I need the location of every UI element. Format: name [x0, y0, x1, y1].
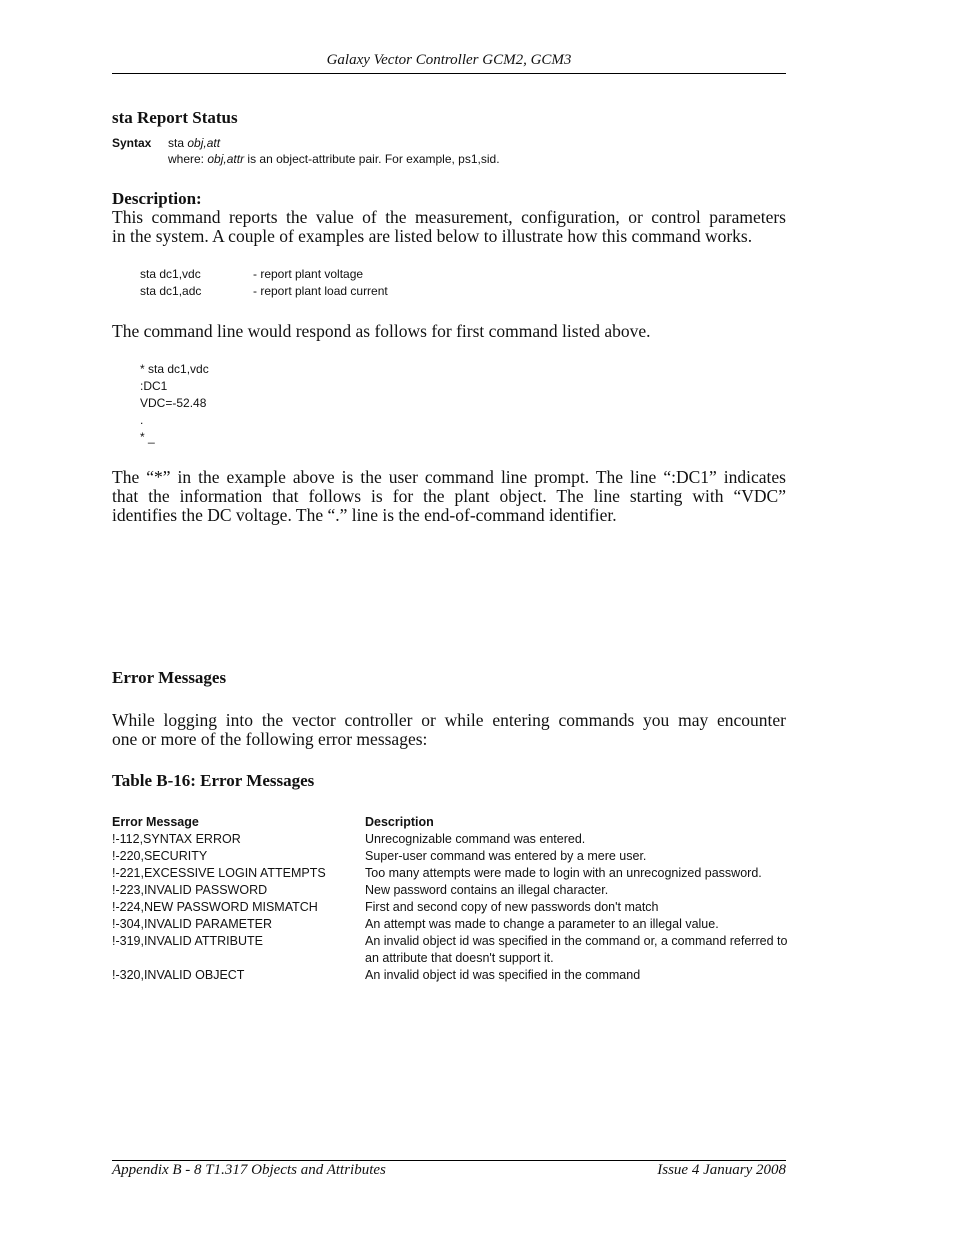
explanation-line: identifies the DC voltage. The “.” line is the end-of-command identifier. — [112, 505, 617, 525]
error-description-cell: Unrecognizable command was entered. — [365, 832, 586, 846]
footer-left: Appendix B - 8 T1.317 Objects and Attributes — [112, 1162, 386, 1178]
syntax-command — [168, 136, 220, 150]
syntax-command-name: sta — [168, 136, 185, 150]
table-row — [112, 865, 792, 882]
error-description-cell: Too many attempts were made to login with an unrecognized password. — [365, 866, 762, 880]
error-code-cell: !-319,INVALID ATTRIBUTE — [112, 934, 263, 948]
error-description-cell: New password contains an illegal character. — [365, 883, 609, 897]
response-intro — [112, 322, 786, 341]
error-code-cell: !-112,SYNTAX ERROR — [112, 832, 241, 846]
column-header: Error Message — [112, 815, 199, 829]
syntax-where-text: is an object-attribute pair. For example, ps1,sid. — [247, 152, 500, 166]
syntax-command-arg: obj,att — [187, 136, 221, 150]
error-table — [112, 814, 792, 984]
explanation-paragraph — [112, 468, 786, 525]
table-row — [112, 933, 792, 967]
example-description: - report plant voltage — [253, 267, 364, 281]
response-line: VDC=-52.48 — [140, 396, 207, 410]
example-row — [140, 267, 363, 284]
syntax-label: Syntax — [112, 136, 152, 150]
error-description-line: An invalid object id was specified in the command or, a command referred to — [365, 934, 788, 948]
error-description-cell: Super-user command was entered by a mere user. — [365, 849, 647, 863]
explanation-line: The “*” in the example above is the user command line prompt. The line “:DC1” indicates — [112, 467, 786, 487]
table-row — [112, 882, 792, 899]
response-line: * sta dc1,vdc — [140, 362, 209, 376]
example-command: sta dc1,vdc — [140, 267, 201, 281]
explanation-line: that the information that follows is for the plant object. The line starting with “VDC” — [112, 486, 786, 506]
error-messages-heading: Error Messages — [112, 668, 227, 687]
error-code-cell: !-221,EXCESSIVE LOGIN ATTEMPTS — [112, 866, 326, 880]
table-title: Table B-16: Error Messages — [112, 771, 315, 790]
error-description-cell: An invalid object id was specified in the command — [365, 968, 641, 982]
example-command: sta dc1,adc — [140, 284, 202, 298]
response-line: :DC1 — [140, 379, 168, 393]
table-row — [112, 831, 792, 848]
footer-right: Issue 4 January 2008 — [657, 1162, 786, 1178]
example-row — [140, 284, 388, 301]
description-heading: Description: — [112, 189, 202, 208]
error-code-cell: !-320,INVALID OBJECT — [112, 968, 245, 982]
error-intro-line: one or more of the following error messages: — [112, 729, 428, 749]
error-intro-line: While logging into the vector controller or while entering commands you may encounter — [112, 710, 786, 730]
description-line: in the system. A couple of examples are listed below to illustrate how this command works. — [112, 226, 753, 246]
table-row — [112, 967, 792, 984]
table-row — [112, 848, 792, 865]
error-code-cell: !-304,INVALID PARAMETER — [112, 917, 272, 931]
response-intro-line: The command line would respond as follows for first command listed above. — [112, 321, 651, 341]
error-description-cell — [365, 933, 792, 967]
column-header: Description — [365, 815, 434, 829]
error-description-cell: First and second copy of new passwords don't match — [365, 900, 659, 914]
footer-rule — [112, 1160, 786, 1161]
table-header-row — [112, 814, 792, 831]
section-title: sta Report Status — [112, 108, 238, 127]
error-description-cell: An attempt was made to change a parameter to an illegal value. — [365, 917, 719, 931]
running-header: Galaxy Vector Controller GCM2, GCM3 — [112, 52, 786, 74]
error-intro-paragraph — [112, 711, 786, 749]
syntax-where-arg: obj,attr — [207, 152, 245, 166]
error-code-cell: !-224,NEW PASSWORD MISMATCH — [112, 900, 318, 914]
syntax-where-prefix: where: — [168, 152, 205, 166]
description-line: This command reports the value of the measurement, configuration, or control parameters — [112, 207, 786, 227]
error-code-cell: !-223,INVALID PASSWORD — [112, 883, 268, 897]
description-paragraph — [112, 208, 786, 246]
response-line: . — [140, 413, 144, 427]
error-code-cell: !-220,SECURITY — [112, 849, 208, 863]
example-description: - report plant load current — [253, 284, 388, 298]
response-line: * _ — [140, 430, 155, 444]
syntax-where — [168, 152, 500, 166]
table-row — [112, 916, 792, 933]
error-description-line: an attribute that doesn't support it. — [365, 951, 554, 965]
table-row — [112, 899, 792, 916]
